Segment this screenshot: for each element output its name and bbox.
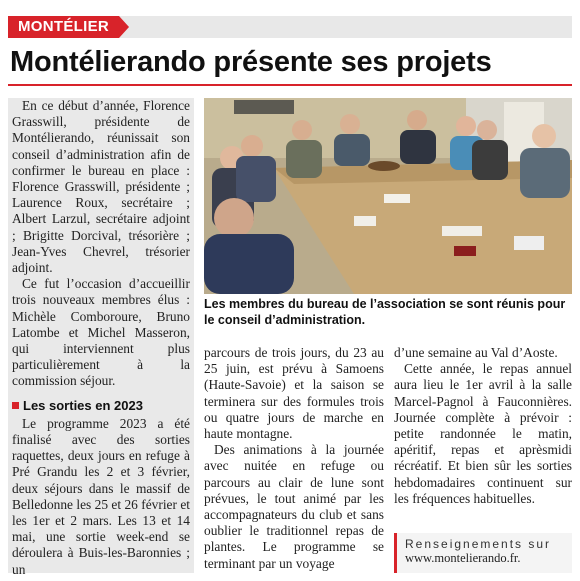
info-url[interactable]: www.montelierando.fr. (405, 551, 521, 565)
section-tag: MONTÉLIER (8, 16, 119, 38)
bullet-square-icon (12, 402, 19, 409)
subheading-outings (12, 398, 190, 414)
paragraph-new-members: Ce fut l’occasion d’accueillir trois nouveaux membres élus : Michèle Comboroure, Bruno Latombe et Michel Masseron, qui interviennent plus particulièrement à la commission séjour. (12, 276, 190, 389)
info-box (394, 533, 572, 573)
paragraph-annual-meal: Cette année, le repas annuel aura lieu le 1er avril à la salle Marcel-Pagnol à Fauconnières. Journée complète à prévoir : petite randonnée le matin, apéritif, repas et aprèsmidi récréatif. Et bien sûr les sorties hebdomadaires continuent sur les fréquences habituelles. (394, 361, 572, 506)
paragraph-bureau: En ce début d’année, Florence Grasswill, présidente de Montélierando, réunissait son conseil d’administration afin de confirmer le bureau en place : Florence Grasswill, présidente ; Laurence Roux, secrétaire ; Albert Larzul, secrétaire adjoint ; Brigitte Dorcival, trésorière ; Jean-Yves Chevrel, trésorier adjoint. (12, 98, 190, 276)
meeting-photo (204, 98, 572, 294)
info-title: Renseignements sur (405, 537, 552, 551)
photo-caption: Les membres du bureau de l’association se sont réunis pour le conseil d’administration. (204, 297, 566, 327)
headline-rule (8, 84, 572, 86)
paragraph-voyage: d’une semaine au Val d’Aoste. (394, 345, 558, 360)
article-column-1 (8, 98, 194, 577)
subheading-text: Les sorties en 2023 (23, 397, 143, 413)
article-column-3 (394, 345, 572, 507)
headline: Montélierando présente ses projets (10, 46, 492, 78)
meeting-photo-illustration (204, 98, 572, 294)
paragraph-program-continued: parcours de trois jours, du 23 au 25 juin, est prévu à Samoens (Haute-Savoie) et la saison se terminera sur des formules trois ou quatre jours de marche en haute montagne. (204, 345, 384, 442)
paragraph-program: Le programme 2023 a été finalisé avec des sorties raquettes, deux jours en refuge à Pré Grandu les 2 et 3 février, deux séjours dans le massif de Belledonne les 25 et 26 février et les 1er et 2 mars. Les 13 et 14 mai, une sortie week-end se déroulera à Buis-les-Baronnies ; un (12, 415, 190, 577)
paragraph-animations: Des animations à la journée avec nuitée en refuge ou parcours au clair de lune sont prévues, le tout animé par les accompagnateurs du club et sans oublier le traditionnel repas de plantes. Le programme se terminant par un voyage (204, 442, 384, 571)
article-column-2 (204, 345, 384, 572)
